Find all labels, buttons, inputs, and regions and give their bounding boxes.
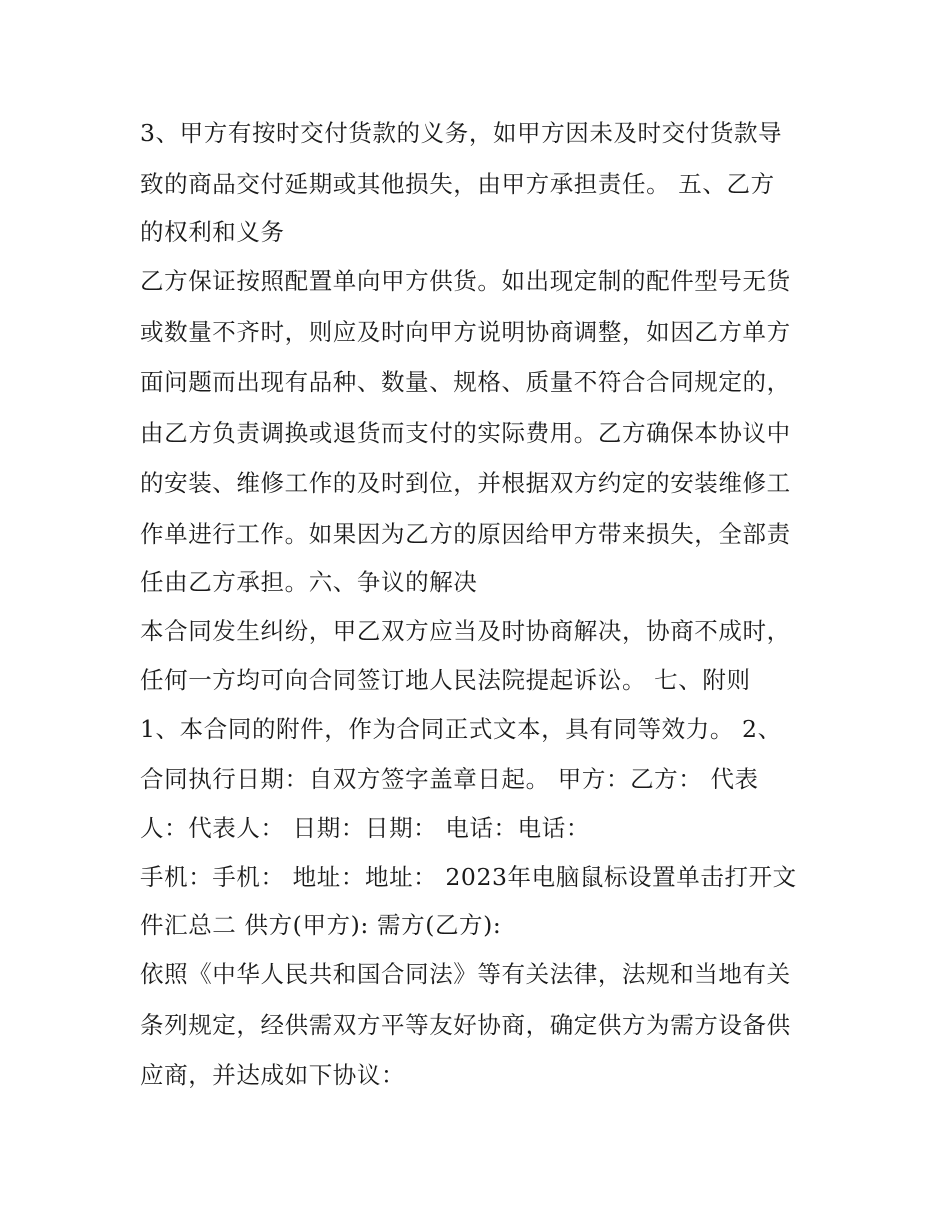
text-line: 致的商品交付延期或其他损失，由甲方承担责任。 五、乙方 [140, 169, 775, 198]
text-line: 本合同发生纠纷，甲乙双方应当及时协商解决，协商不成时， [140, 617, 791, 645]
text-line: 1、本合同的附件，作为合同正式文本，具有同等效力。 2、 [140, 714, 782, 743]
text-line: 乙方保证按照配置单向甲方供货。如出现定制的配件型号无货 [140, 267, 791, 295]
text-line: 作单进行工作。如果因为乙方的原因给甲方带来损失，全部责 [140, 519, 791, 548]
text-line: 面问题而出现有品种、数量、规格、质量不符合合同规定的， [140, 368, 791, 396]
text-line: 的权利和义务 [140, 218, 285, 246]
text-line: 合同执行日期：自双方签字盖章日起。 甲方：乙方： 代表 [140, 765, 759, 793]
text-line: 3、甲方有按时交付货款的义务，如甲方因未及时交付货款导 [140, 119, 783, 147]
text-line: 由乙方负责调换或退货而支付的实际费用。乙方确保本协议中 [140, 418, 791, 447]
document-body [140, 108, 820, 1101]
text-line: 的安装、维修工作的及时到位，并根据双方约定的安装维修工 [140, 469, 791, 497]
text-line: 条列规定，经供需双方平等友好协商，确定供方为需方设备供 [140, 1010, 791, 1039]
text-line: 件汇总二 供方(甲方): 需方(乙方): [140, 911, 502, 939]
text-line: 应商，并达成如下协议： [140, 1061, 406, 1089]
text-line: 人：代表人： 日期：日期： 电话：电话： [140, 813, 590, 842]
text-line: 任由乙方承担。六、争议的解决 [140, 568, 478, 596]
text-line: 依照《中华人民共和国合同法》等有关法律，法规和当地有关 [140, 960, 791, 988]
text-line: 或数量不齐时，则应及时向甲方说明协商调整，如因乙方单方 [140, 317, 791, 346]
text-line: 手机：手机： 地址：地址： 2023年电脑鼠标设置单击打开文 [140, 862, 797, 891]
text-line: 任何一方均可向合同签订地人民法院提起诉讼。 七、附则 [140, 665, 751, 694]
